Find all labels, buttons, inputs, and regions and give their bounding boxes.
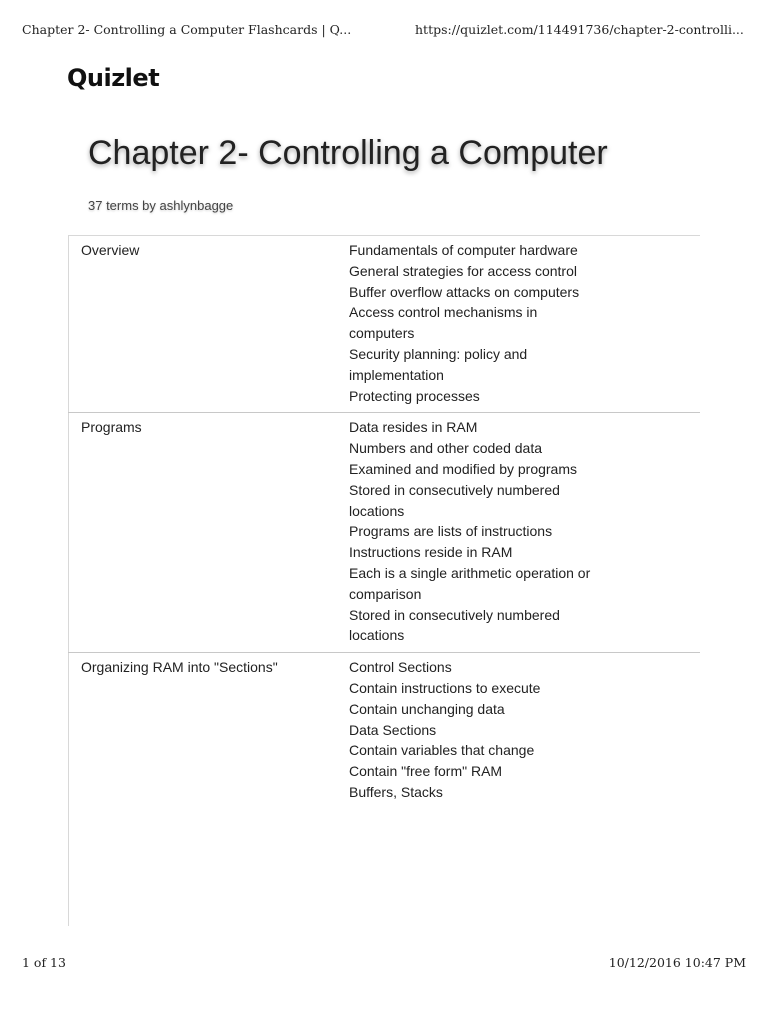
term-row [68, 236, 700, 413]
definition [349, 240, 609, 406]
page-title: Chapter 2- Controlling a Computer [88, 134, 608, 172]
page-number: 1 of 13 [22, 955, 66, 970]
definition-line: Contain "free form" RAM [349, 763, 503, 780]
definition-line: comparison [349, 585, 422, 602]
definition-line: Buffer overflow attacks on computers [349, 283, 580, 300]
definition-line: Data Sections [349, 721, 437, 738]
definition-line: General strategies for access control [349, 262, 577, 279]
definition-line: Each is a single arithmetic operation or [349, 564, 591, 581]
definition-line: Instructions reside in RAM [349, 544, 513, 561]
set-meta: 37 terms by ashlynbagge [88, 198, 234, 213]
definition-line: Examined and modified by programs [349, 460, 578, 477]
definition-line: Protecting processes [349, 387, 480, 404]
definition-line: Access control mechanisms in [349, 304, 538, 321]
quizlet-logo[interactable]: Quizlet [67, 64, 160, 92]
definition-line: Stored in consecutively numbered [349, 481, 560, 498]
print-header-url: https://quizlet.com/114491736/chapter-2-controlli... [415, 22, 744, 37]
definition-line: Stored in consecutively numbered [349, 606, 560, 623]
terms-list [68, 235, 700, 926]
definition-line: Control Sections [349, 659, 452, 676]
print-timestamp: 10/12/2016 10:47 PM [608, 955, 746, 970]
definition-line: locations [349, 627, 405, 644]
definition-line: Data resides in RAM [349, 419, 478, 436]
print-header-title: Chapter 2- Controlling a Computer Flashcards | Q... [22, 22, 352, 37]
definition-line: Security planning: policy and [349, 345, 528, 362]
definition [349, 417, 609, 646]
term-text: Overview [81, 242, 140, 258]
definition-line: Contain instructions to execute [349, 679, 541, 696]
definition-line: locations [349, 502, 405, 519]
definition-line: Contain variables that change [349, 742, 535, 759]
term-text: Organizing RAM into "Sections" [81, 659, 278, 676]
definition-line: Numbers and other coded data [349, 440, 543, 457]
term-row [68, 653, 700, 809]
definition-line: Programs are lists of instructions [349, 523, 553, 540]
definition-line: Fundamentals of computer hardware [349, 242, 578, 258]
term-text: Programs [81, 419, 142, 436]
term-row [68, 413, 700, 653]
definition-line: computers [349, 325, 415, 342]
definition-line: implementation [349, 366, 444, 383]
definition [349, 657, 609, 803]
definition-line: Buffers, Stacks [349, 783, 443, 800]
print-header [22, 22, 746, 42]
definition-line: Contain unchanging data [349, 700, 505, 717]
